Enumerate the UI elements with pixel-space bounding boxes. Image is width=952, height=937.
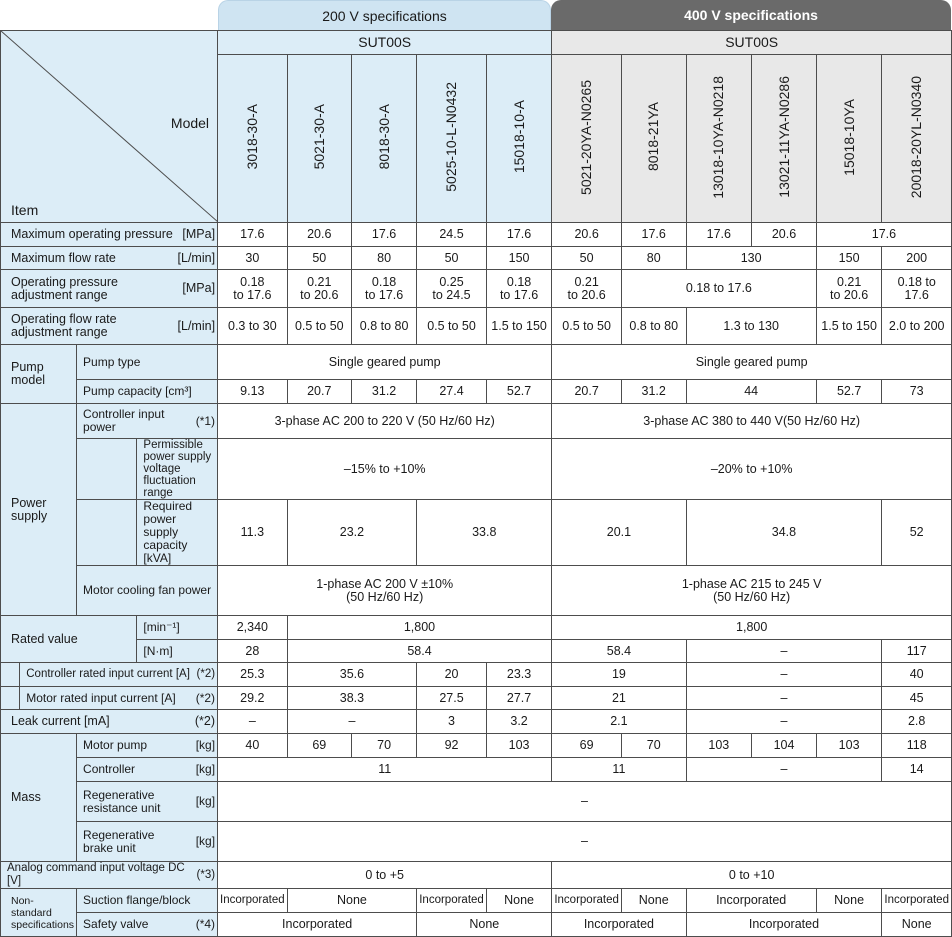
group-label-pump-model: Pump model [1, 345, 77, 404]
row-mass-regen-resistance [1, 782, 952, 822]
model-name: 5021-30-A [310, 104, 327, 170]
group-label-rated-value: Rated value [1, 616, 137, 663]
model-cell [552, 55, 622, 223]
value-cell: 0.8 to 80 [621, 308, 686, 345]
row-pump-type [1, 345, 952, 380]
row-label: Controller input power (*1) [77, 404, 218, 439]
value-cell: 3-phase AC 380 to 440 V(50 Hz/60 Hz) [552, 404, 952, 439]
value-cell: 50 [552, 247, 622, 270]
value-cell: 1,800 [287, 616, 552, 640]
value-cell: 20.7 [552, 380, 622, 404]
value-cell: 30 [218, 247, 288, 270]
model-name: 5025-10-L-N0432 [443, 82, 460, 192]
value-cell: – [218, 822, 952, 862]
value-cell: 118 [882, 734, 952, 758]
row-safety-valve [1, 913, 952, 937]
value-cell: 17.6 [686, 223, 752, 247]
value-cell: 24.5 [417, 223, 487, 247]
value-cell: 50 [417, 247, 487, 270]
model-header-label: Model [170, 115, 210, 131]
value-cell: 0 to +10 [552, 862, 952, 889]
indent-cell [77, 500, 137, 566]
value-cell: 27.7 [486, 687, 552, 710]
value-cell: 17.6 [486, 223, 552, 247]
series-200v: SUT00S [218, 31, 552, 55]
value-cell: 0.21 to 20.6 [552, 270, 622, 308]
value-cell: 3.2 [486, 710, 552, 734]
value-cell: 103 [816, 734, 882, 758]
value-cell: 17.6 [218, 223, 288, 247]
value-cell: 17.6 [816, 223, 951, 247]
value-cell: 200 [882, 247, 952, 270]
model-cell [882, 55, 952, 223]
row-label: Pump capacity [cm³] [77, 380, 218, 404]
row-label: Controller rated input current [A] (*2) [20, 663, 218, 687]
row-label: Maximum flow rate [L/min] [1, 247, 218, 270]
value-cell: 52 [882, 500, 952, 566]
value-cell: None [417, 913, 552, 937]
group-label-power-supply: Power supply [1, 404, 77, 616]
value-cell: 0.18 to 17.6 [486, 270, 552, 308]
value-cell: Incorporated [552, 889, 622, 913]
model-name: 15018-10-A [510, 100, 527, 174]
corner-header-cell [1, 31, 218, 223]
value-cell: 0.25 to 24.5 [417, 270, 487, 308]
value-cell: 23.3 [486, 663, 552, 687]
value-cell: 0.8 to 80 [351, 308, 416, 345]
row-label: Required power supply capacity [kVA] [137, 500, 218, 566]
model-name: 8018-30-A [375, 104, 392, 170]
row-leak-current [1, 710, 952, 734]
value-cell: 11.3 [218, 500, 288, 566]
value-cell: 40 [882, 663, 952, 687]
row-label: Suction flange/block [77, 889, 218, 913]
value-cell: 0.5 to 50 [417, 308, 487, 345]
model-cell [752, 55, 817, 223]
value-cell: 33.8 [417, 500, 552, 566]
value-cell: 0.18 to 17.6 [621, 270, 816, 308]
value-cell: 27.4 [417, 380, 487, 404]
tab-400v-specifications: 400 V specifications [551, 0, 951, 30]
value-cell: 70 [351, 734, 416, 758]
value-cell: 0.3 to 30 [218, 308, 288, 345]
model-cell [686, 55, 752, 223]
value-cell: 9.13 [218, 380, 288, 404]
row-motor-fan-power [1, 566, 952, 616]
value-cell: Incorporated [417, 889, 487, 913]
model-name: 15018-10YA [840, 98, 857, 176]
value-cell: 2.1 [552, 710, 686, 734]
row-max-flow [1, 247, 952, 270]
value-cell: 50 [287, 247, 351, 270]
model-cell [417, 55, 487, 223]
row-label: Motor pump [kg] [77, 734, 218, 758]
value-cell: None [882, 913, 952, 937]
value-cell: 80 [621, 247, 686, 270]
value-cell: 34.8 [686, 500, 882, 566]
model-name: 5021-20YA-N0265 [578, 79, 595, 195]
value-cell: 3-phase AC 200 to 220 V (50 Hz/60 Hz) [218, 404, 552, 439]
row-label: Regenerative brake unit [kg] [77, 822, 218, 862]
row-pump-capacity [1, 380, 952, 404]
row-label: Maximum operating pressure [MPa] [1, 223, 218, 247]
value-cell: 20.1 [552, 500, 686, 566]
value-cell: 52.7 [486, 380, 552, 404]
tab-200v-specifications: 200 V specifications [218, 0, 551, 30]
item-header-label: Item [11, 202, 39, 218]
value-cell: 1.5 to 150 [816, 308, 882, 345]
value-cell: 73 [882, 380, 952, 404]
value-cell: 0.21 to 20.6 [287, 270, 351, 308]
row-motor-rated-current [1, 687, 952, 710]
value-cell: None [816, 889, 882, 913]
row-label: Regenerative resistance unit [kg] [77, 782, 218, 822]
value-cell: 27.5 [417, 687, 487, 710]
model-cell [816, 55, 882, 223]
model-cell [351, 55, 416, 223]
value-cell: 0 to +5 [218, 862, 552, 889]
value-cell: 103 [486, 734, 552, 758]
value-cell: 70 [621, 734, 686, 758]
model-name: 13018-10YA-N0218 [710, 75, 727, 199]
value-cell: 14 [882, 758, 952, 782]
value-cell: 150 [816, 247, 882, 270]
value-cell: 23.2 [287, 500, 417, 566]
value-cell: – [686, 687, 882, 710]
value-cell: – [287, 710, 417, 734]
value-cell: 103 [686, 734, 752, 758]
model-name: 20018-20YL-N0340 [908, 75, 925, 199]
value-cell: 29.2 [218, 687, 288, 710]
row-label: Leak current [mA] (*2) [1, 710, 218, 734]
row-label: Safety valve (*4) [77, 913, 218, 937]
value-cell: Incorporated [686, 889, 816, 913]
row-label: Operating flow rate adjustment range [L/min] [1, 308, 218, 345]
row-controller-rated-current [1, 663, 952, 687]
value-cell: 0.18 to 17.6 [218, 270, 288, 308]
value-cell: Incorporated [218, 913, 417, 937]
value-cell: 92 [417, 734, 487, 758]
value-cell: 21 [552, 687, 686, 710]
row-required-power [1, 500, 952, 566]
value-cell: None [287, 889, 417, 913]
value-cell: 0.18 to 17.6 [882, 270, 952, 308]
value-cell: 58.4 [287, 640, 552, 663]
value-cell: 19 [552, 663, 686, 687]
row-mass-controller [1, 758, 952, 782]
row-mass-regen-brake [1, 822, 952, 862]
row-label: Analog command input voltage DC [V] (*3) [1, 862, 218, 889]
model-name: 3018-30-A [243, 104, 260, 170]
value-cell: 3 [417, 710, 487, 734]
row-permissible-voltage [1, 439, 952, 500]
model-cell [621, 55, 686, 223]
value-cell: 40 [218, 734, 288, 758]
value-cell: 11 [218, 758, 552, 782]
unit-label: [N·m] [137, 640, 218, 663]
value-cell: 20.7 [287, 380, 351, 404]
row-label: Motor cooling fan power [77, 566, 218, 616]
row-op-pressure [1, 270, 952, 308]
row-rated-min [1, 616, 952, 640]
value-cell: None [621, 889, 686, 913]
value-cell: Incorporated [882, 889, 952, 913]
indent-cell [77, 439, 137, 500]
value-cell: 20.6 [552, 223, 622, 247]
group-label-mass: Mass [1, 734, 77, 862]
value-cell: 52.7 [816, 380, 882, 404]
value-cell: 0.5 to 50 [552, 308, 622, 345]
value-cell: 150 [486, 247, 552, 270]
value-cell: Incorporated [552, 913, 686, 937]
value-cell: 11 [552, 758, 686, 782]
value-cell: 2.0 to 200 [882, 308, 952, 345]
value-cell: –15% to +10% [218, 439, 552, 500]
value-cell: 69 [552, 734, 622, 758]
row-suction-flange [1, 889, 952, 913]
value-cell: – [686, 710, 882, 734]
value-cell: 25.3 [218, 663, 288, 687]
value-cell: 0.18 to 17.6 [351, 270, 416, 308]
model-cell [287, 55, 351, 223]
value-cell: 31.2 [621, 380, 686, 404]
value-cell: 31.2 [351, 380, 416, 404]
group-label-non-standard: Non-standard specifications [1, 889, 77, 937]
value-cell: 117 [882, 640, 952, 663]
value-cell: 28 [218, 640, 288, 663]
value-cell: 20.6 [287, 223, 351, 247]
value-cell: 2,340 [218, 616, 288, 640]
row-analog-command [1, 862, 952, 889]
row-label: Permissible power supply voltage fluctuation range [137, 439, 218, 500]
value-cell: 0.21 to 20.6 [816, 270, 882, 308]
value-cell: 17.6 [621, 223, 686, 247]
value-cell: – [218, 782, 952, 822]
value-cell: Incorporated [686, 913, 882, 937]
model-name: 8018-21YA [645, 102, 662, 172]
value-cell: 20 [417, 663, 487, 687]
value-cell: 38.3 [287, 687, 417, 710]
row-label: Operating pressure adjustment range [MPa] [1, 270, 218, 308]
value-cell: None [486, 889, 552, 913]
value-cell: 35.6 [287, 663, 417, 687]
model-cell [218, 55, 288, 223]
specifications-table [0, 30, 952, 937]
value-cell: – [686, 640, 882, 663]
value-cell: 1.5 to 150 [486, 308, 552, 345]
row-label: Controller [kg] [77, 758, 218, 782]
value-cell: – [218, 710, 288, 734]
row-label: Motor rated input current [A] (*2) [20, 687, 218, 710]
value-cell: 2.8 [882, 710, 952, 734]
model-name: 13021-11YA-N0286 [775, 76, 792, 198]
value-cell: Single geared pump [552, 345, 952, 380]
row-op-flow [1, 308, 952, 345]
value-cell: Incorporated [218, 889, 288, 913]
value-cell: 45 [882, 687, 952, 710]
model-cell [486, 55, 552, 223]
unit-label: [min⁻¹] [137, 616, 218, 640]
row-controller-input-power [1, 404, 952, 439]
value-cell: 80 [351, 247, 416, 270]
value-cell: 130 [686, 247, 816, 270]
value-cell: 58.4 [552, 640, 686, 663]
value-cell: Single geared pump [218, 345, 552, 380]
indent-cell [1, 687, 20, 710]
value-cell: –20% to +10% [552, 439, 952, 500]
value-cell: 1-phase AC 215 to 245 V (50 Hz/60 Hz) [552, 566, 952, 616]
indent-cell [1, 663, 20, 687]
value-cell: 104 [752, 734, 817, 758]
value-cell: 20.6 [752, 223, 817, 247]
value-cell: 17.6 [351, 223, 416, 247]
value-cell: 1.3 to 130 [686, 308, 816, 345]
row-mass-motor-pump [1, 734, 952, 758]
value-cell: – [686, 663, 882, 687]
value-cell: 1,800 [552, 616, 952, 640]
row-label: Pump type [77, 345, 218, 380]
series-400v: SUT00S [552, 31, 952, 55]
value-cell: 44 [686, 380, 816, 404]
value-cell: 69 [287, 734, 351, 758]
value-cell: – [686, 758, 882, 782]
row-rated-nm [1, 640, 952, 663]
value-cell: 0.5 to 50 [287, 308, 351, 345]
value-cell: 1-phase AC 200 V ±10% (50 Hz/60 Hz) [218, 566, 552, 616]
row-max-pressure [1, 223, 952, 247]
